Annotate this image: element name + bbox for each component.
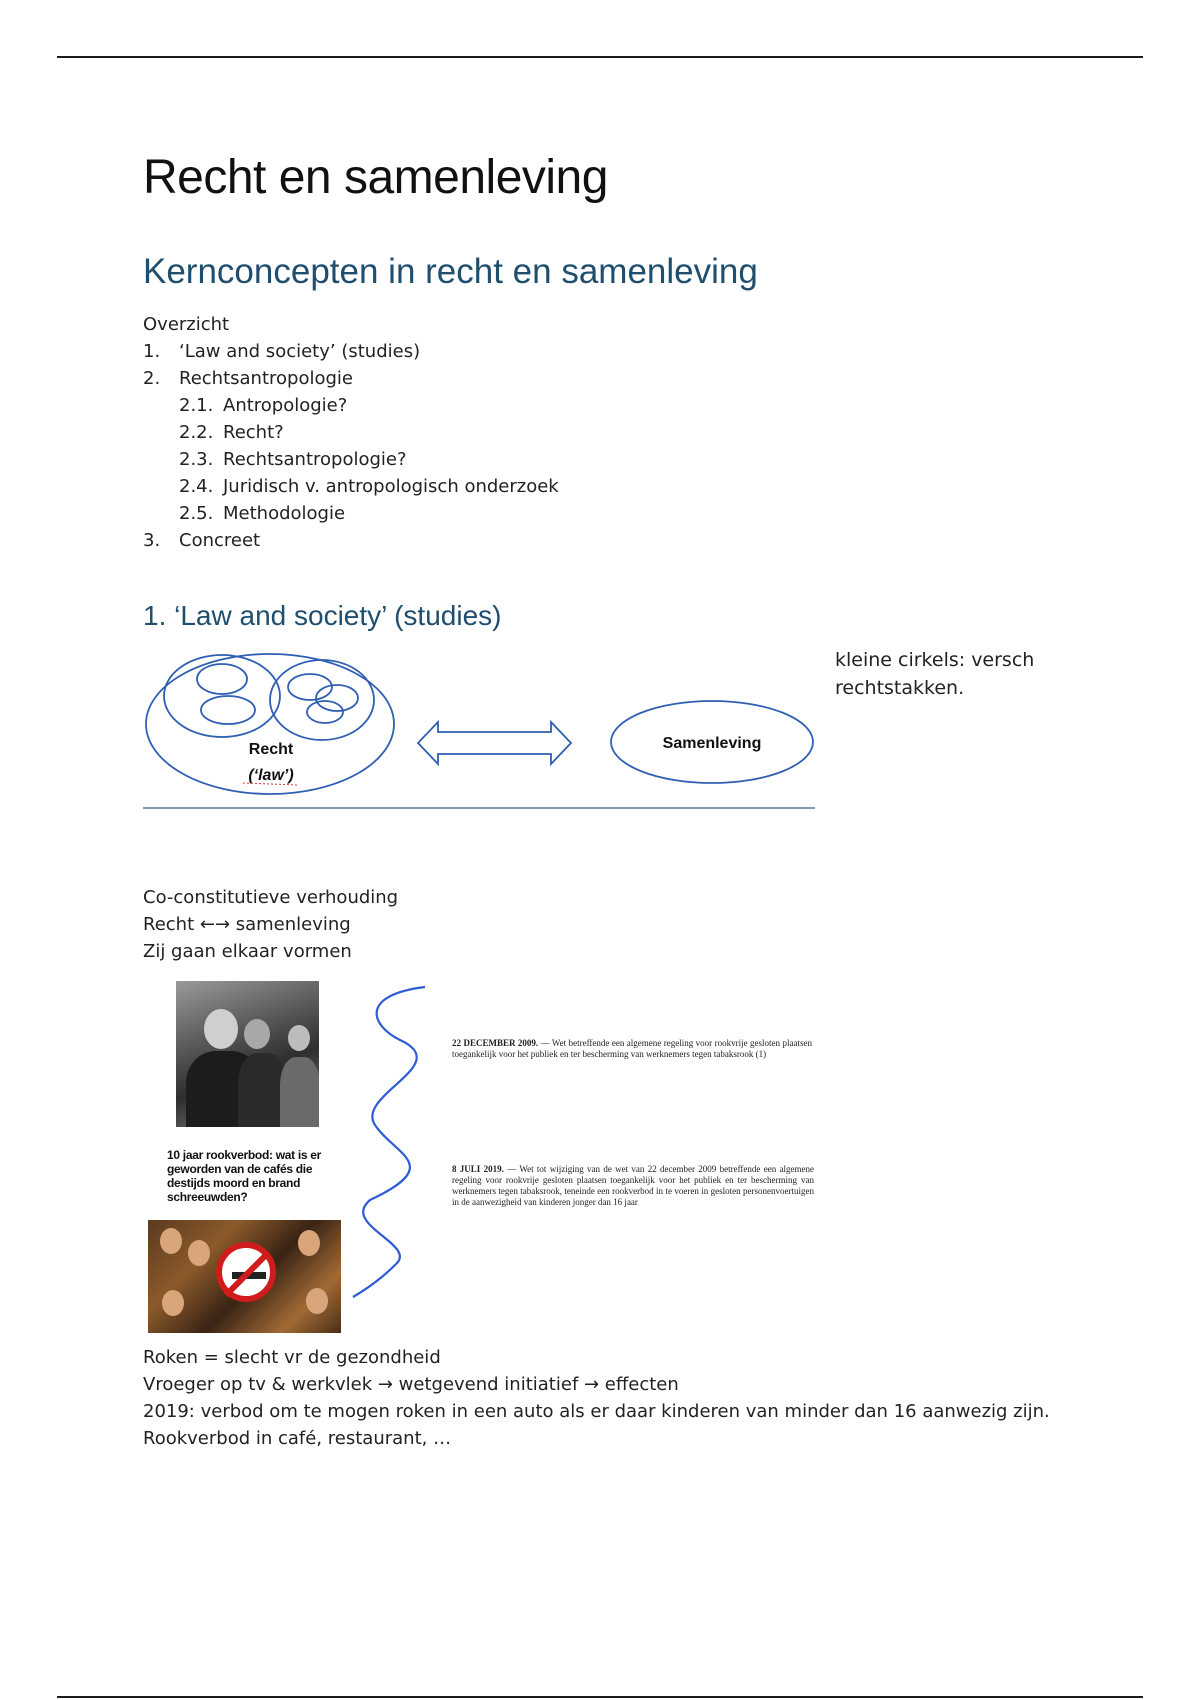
page-title: Recht en samenleving [143, 151, 608, 204]
bottom-rule [57, 1696, 1143, 1698]
co-constitutive-line: Zij gaan elkaar vormen [143, 941, 352, 962]
note-line: Vroeger op tv & werkvlek → wetgevend initiatief → effecten [143, 1374, 679, 1395]
branch-circle [307, 701, 343, 723]
law-text-2009: 22 DECEMBER 2009. — Wet betreffende een algemene regeling voor rookvrije gesloten plaatsen toegankelijk voor het publiek en ter bescherming van werknemers tegen tabaksrook (1) [452, 1038, 812, 1059]
note-small-circles: kleine cirkels: versch rechtstakken. [835, 649, 1035, 699]
wavy-connector-line [350, 985, 460, 1300]
note-line: 2019: verbod om te mogen roken in een auto als er daar kinderen van minder dan 16 aanwezig zijn. [143, 1401, 1050, 1422]
double-arrow [418, 722, 571, 764]
law-sublabel: (‘law’) [248, 767, 294, 784]
news-headline: 10 jaar rookverbod: wat is er geworden van de cafés die destijds moord en brand schreeuwden? [167, 1148, 322, 1204]
branch-circle [197, 664, 247, 694]
list-item: 2.2. Recht? [179, 422, 284, 443]
list-item: 1. ‘Law and society’ (studies) [143, 341, 421, 362]
no-smoking-icon [216, 1242, 276, 1302]
co-constitutive-line: Co-constitutieve verhouding [143, 887, 399, 908]
list-item: 2.5. Methodologie [179, 503, 346, 524]
overview-label: Overzicht [143, 314, 230, 335]
list-item: 2.1. Antropologie? [179, 395, 348, 416]
society-label: Samenleving [662, 735, 762, 752]
law-society-diagram [140, 648, 820, 816]
list-item: 2.3. Rechtsantropologie? [179, 449, 407, 470]
law-text-2019: 8 JULI 2019. — Wet tot wijziging van de wet van 22 december 2009 betreffende een algemene regeling voor rookvrije gesloten plaatsen toegankelijk voor het publiek en ter bescherming van werknemers tegen tabaksrook, teneinde een rookverbod in te voeren in gesloten personenvoertuigen in de aanwezigheid van kinderen jonger dan 16 jaar [452, 1164, 814, 1207]
co-constitutive-line: Recht ←→ samenleving [143, 914, 351, 935]
smoking-notes [143, 1344, 1050, 1452]
subsection-heading: 1. ‘Law and society’ (studies) [143, 600, 502, 631]
list-item: 2.4. Juridisch v. antropologisch onderzoek [179, 476, 559, 497]
overview-list [143, 311, 559, 554]
note-line: Rookverbod in café, restaurant, … [143, 1428, 452, 1449]
law-label: Recht [248, 741, 294, 758]
section-heading: Kernconcepten in recht en samenleving [143, 252, 758, 291]
branch-circle [201, 696, 255, 724]
top-rule [57, 56, 1143, 58]
note-line: Roken = slecht vr de gezondheid [143, 1347, 441, 1368]
co-constitutive-block [143, 884, 398, 965]
list-item: 3. Concreet [143, 530, 261, 551]
cafe-nosmoking-collage [148, 1220, 341, 1333]
list-item: 2. Rechtsantropologie [143, 368, 353, 389]
historical-smoking-photo [176, 981, 319, 1127]
